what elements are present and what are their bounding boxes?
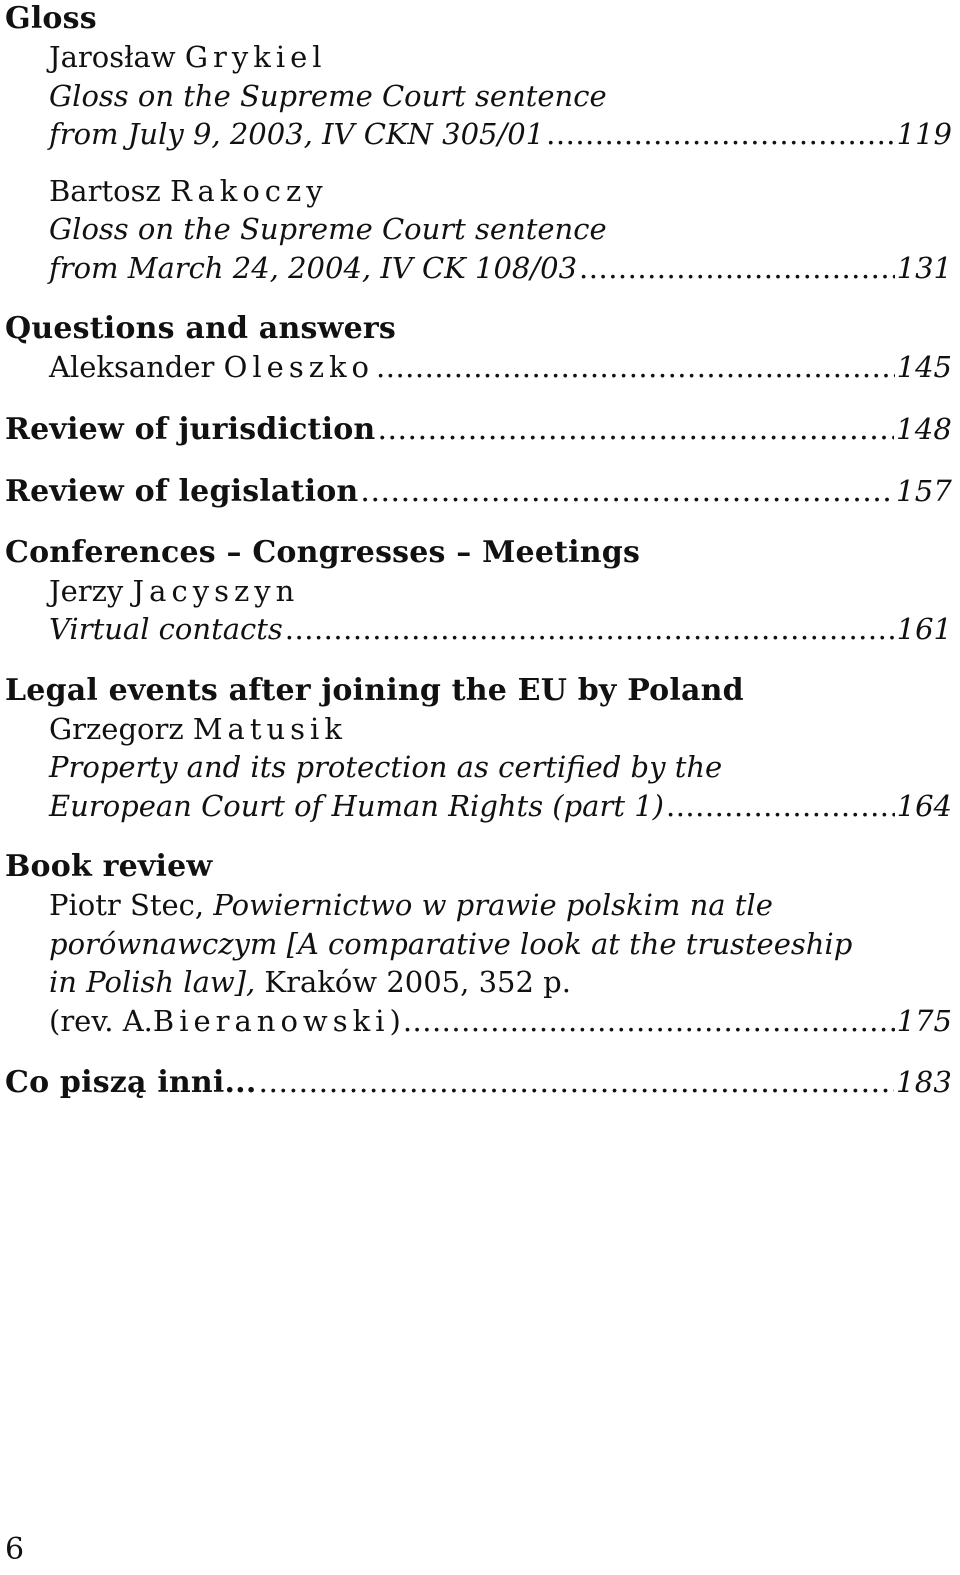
toc-section-jurisdiction <box>5 410 952 449</box>
leader-dots <box>376 348 895 387</box>
entry-title: Gloss on the Supreme Court sentence <box>49 78 607 113</box>
entry-title: from March 24, 2004, IV CK 108/03 <box>49 250 578 285</box>
author-last-name: Matusik <box>192 711 347 746</box>
entry-title: from July 9, 2003, IV CKN 305/01 <box>49 117 545 151</box>
author-first-name: Grzegorz <box>49 711 184 746</box>
section-heading: Co piszą inni... <box>5 1065 257 1100</box>
author-line <box>5 38 952 77</box>
author-last-name: Grykiel <box>184 40 327 74</box>
section-heading: Questions and answers <box>5 311 396 346</box>
section-heading: Conferences – Congresses – Meetings <box>5 534 641 570</box>
section-heading: Book review <box>5 849 213 884</box>
author-line <box>5 710 952 749</box>
toc-section-legal-events <box>5 672 952 826</box>
leader-dots <box>258 1064 894 1102</box>
section-heading: Legal events after joining the EU by Poland <box>5 672 744 708</box>
book-title: porównawczym [A comparative look at the trusteeship <box>49 926 853 961</box>
leader-dots <box>546 115 894 154</box>
author-line <box>5 172 952 211</box>
book-author: Piotr Stec, <box>49 888 214 922</box>
toc-section-conferences <box>5 534 952 649</box>
page-ref: 164 <box>896 788 952 823</box>
leader-dots <box>377 411 894 449</box>
book-citation-line <box>5 886 952 925</box>
leader-dots <box>579 249 895 288</box>
toc-entry-row[interactable] <box>5 610 952 649</box>
leader-dots <box>666 787 895 826</box>
toc-entry-row[interactable] <box>5 348 952 387</box>
reviewer-prefix: (rev. A. <box>49 1003 153 1038</box>
reviewer-suffix: ) <box>389 1003 401 1038</box>
page-number: 6 <box>5 1532 25 1567</box>
toc-entry-row[interactable] <box>5 787 952 826</box>
author-first-name: Jerzy <box>49 573 124 608</box>
book-title: in Polish law], <box>49 965 256 999</box>
leader-dots <box>360 473 894 511</box>
entry-title: Virtual contacts <box>49 612 283 646</box>
entry-title: European Court of Human Rights (part 1) <box>49 788 664 823</box>
section-heading: Review of jurisdiction <box>5 411 376 447</box>
author-first-name: Jarosław <box>49 40 176 74</box>
section-heading: Gloss <box>5 1 97 36</box>
author-line <box>5 572 952 611</box>
page-ref: 119 <box>896 117 952 151</box>
author-first-name: Aleksander <box>49 350 215 384</box>
section-heading: Review of legislation <box>5 473 359 509</box>
page-ref: 148 <box>896 411 952 446</box>
toc-entry-row[interactable] <box>5 115 952 154</box>
page-ref: 157 <box>896 473 952 508</box>
toc-entry-row[interactable] <box>5 1002 952 1041</box>
toc-section-gloss <box>5 0 952 287</box>
page-ref: 183 <box>896 1065 952 1099</box>
table-of-contents <box>5 0 952 1125</box>
author-last-name: Rakoczy <box>169 173 328 208</box>
toc-entry-row[interactable] <box>5 249 952 288</box>
page-ref: 161 <box>896 612 952 646</box>
reviewer-last-name: Bieranowski <box>152 1003 390 1038</box>
page-ref: 131 <box>896 250 952 285</box>
toc-section-book-review <box>5 848 952 1040</box>
book-citation-line <box>5 963 952 1002</box>
author-last-name: Jacyszyn <box>132 573 300 608</box>
toc-section-questions <box>5 310 952 387</box>
page-ref: 175 <box>896 1003 952 1038</box>
toc-entry-row[interactable] <box>5 472 952 511</box>
toc-entry-row[interactable] <box>5 410 952 449</box>
toc-section-legislation <box>5 472 952 511</box>
leader-dots <box>403 1002 895 1041</box>
toc-entry-row[interactable] <box>5 1063 952 1102</box>
book-title: Powiernictwo w prawie polskim na tle <box>213 888 773 922</box>
toc-section-others <box>5 1063 952 1102</box>
author-first-name: Bartosz <box>49 173 161 208</box>
entry-title: Gloss on the Supreme Court sentence <box>49 212 607 246</box>
book-publication: Kraków 2005, 352 p. <box>255 965 571 999</box>
leader-dots <box>285 610 895 649</box>
author-last-name: Oleszko <box>223 350 375 384</box>
entry-title: Property and its protection as certified by the <box>49 750 723 784</box>
page-ref: 145 <box>896 350 952 384</box>
